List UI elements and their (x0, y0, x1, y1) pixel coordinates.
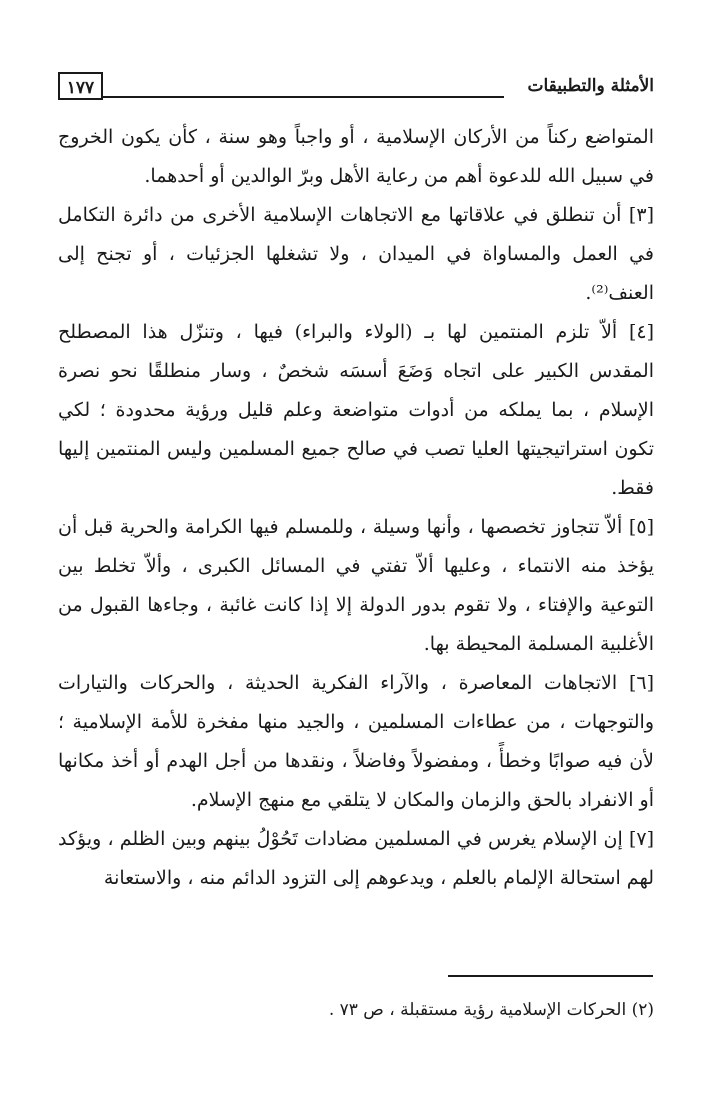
paragraph-item-3: [٣] أن تنطلق في علاقاتها مع الاتجاهات الإسلامية الأخرى من دائرة التكامل في العمل والمساواة في الميدان ، ولا تشغلها الجزئيات ، أو تجنح إلى العنف⁽²⁾. (58, 204, 654, 304)
running-title: الأمثلة والتطبيقات (527, 76, 654, 96)
paragraph-item-7: [٧] إن الإسلام يغرس في المسلمين مضادات تَحُوْلُ بينهم وبين الظلم ، ويؤكد لهم استحالة الإلمام بالعلم ، ويدعوهم إلى التزود الدائم منه ، والاستعانة (58, 828, 654, 889)
footnote-divider (448, 975, 653, 977)
paragraph-continuation: المتواضع ركناً من الأركان الإسلامية ، أو واجباً وهو سنة ، كأن يكون الخروج في سبيل الله للدعوة أهم من رعاية الأهل وبرّ الوالدين أو أحدهما. (58, 126, 654, 187)
paragraph-item-5: [٥] ألاّ تتجاوز تخصصها ، وأنها وسيلة ، وللمسلم فيها الكرامة والحرية قبل أن يؤخذ منه الانتماء ، وعليها ألاّ تفتي في المسائل الكبرى ، وألاّ تخلط بين التوعية والإفتاء ، ولا تقوم بدور الدولة إلا إذا كانت غائبة ، وجاءها القبول من الأغلبية المسلمة المحيطة بها. (58, 516, 654, 655)
paragraph-item-6: [٦] الاتجاهات المعاصرة ، والآراء الفكرية الحديثة ، والحركات والتيارات والتوجهات ، من عطاءات المسلمين ، والجيد منها مفخرة للأمة الإسلامية ؛ لأن فيه صوابًا وخطأً ، ومفضولاً وفاضلاً ، ونقدها من أجل الهدم أو أخذ مكانها أو الانفراد بالحق والزمان والمكان لا يتلقي مع منهج الإسلام. (58, 672, 654, 811)
header-rule (103, 96, 504, 98)
page-number: ١٧٧ (58, 72, 103, 100)
footnote: (٢) الحركات الإسلامية رؤية مستقبلة ، ص ٧٣ . (328, 1000, 654, 1020)
body-text (58, 118, 654, 898)
page-header (58, 72, 654, 106)
paragraph-item-4: [٤] ألاّ تلزم المنتمين لها بـ (الولاء والبراء) فيها ، وتنزّل هذا المصطلح المقدس الكبير على اتجاه وَضَعَ أسسَه شخصٌ ، وسار منطلقًا نحو نصرة الإسلام ، بما يملكه من أدوات متواضعة وعلم قليل ورؤية محدودة ؛ لكي تكون استراتيجيتها العليا تصب في صالح جميع المسلمين وليس المنتمين إليها فقط. (58, 321, 654, 499)
